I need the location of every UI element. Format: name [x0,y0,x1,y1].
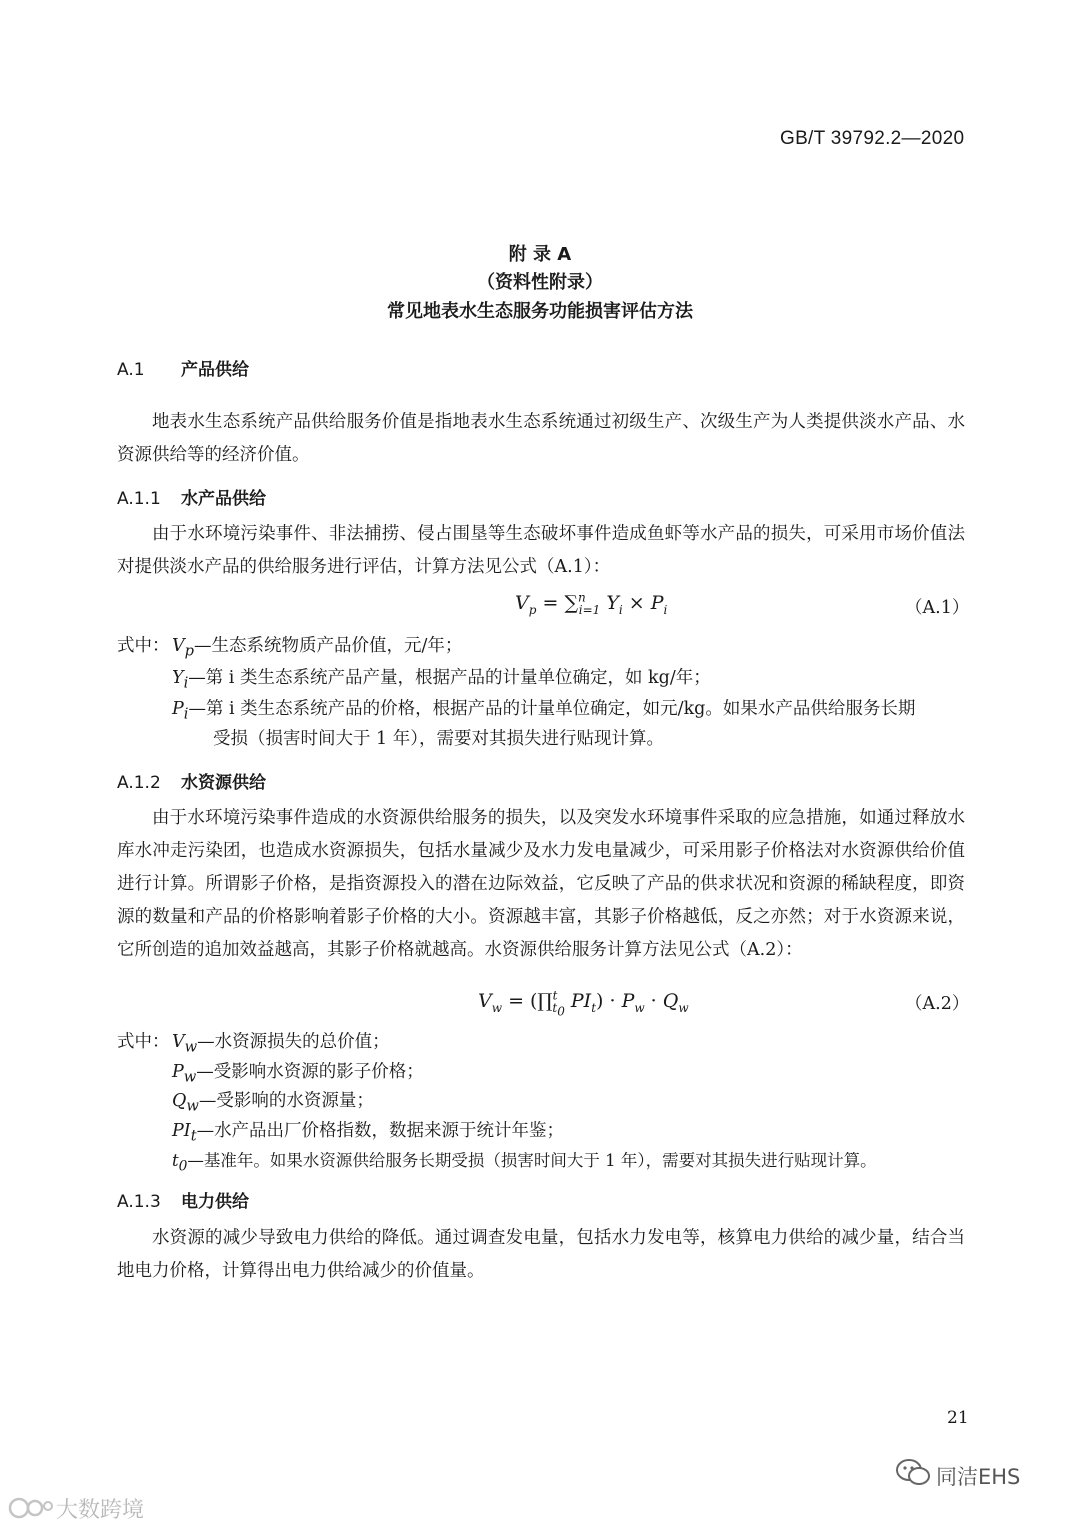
section-a11-heading [117,484,266,509]
section-a13-heading [117,1187,249,1212]
section-title: 水产品供给 [181,489,266,509]
section-a12-heading [117,768,266,793]
appendix-type: （资料性附录） [477,272,603,293]
section-number: A.1.2 [117,773,161,793]
section-a1-paragraph: 地表水生态系统产品供给服务价值是指地表水生态系统通过初级生产、次级生产为人类提供淡水产品、水资源供给等的经济价值。 [117,412,965,465]
weibo-icon [8,1494,54,1524]
var-def: $V_w—$水资源损失的总价值； [172,1032,390,1056]
var-def: $Q_w—$受影响的水资源量； [172,1091,374,1115]
section-a1-heading [117,355,249,380]
var-def: $V_p—$生态系统物质产品价值，元/年； [172,636,463,660]
section-number: A.1.3 [117,1192,161,1212]
section-title: 电力供给 [181,1192,249,1212]
section-a13-paragraph: 水资源的减少导致电力供给的降低。通过调查发电量，包括水力发电等，核算电力供给的减少量，结合当地电力价格，计算得出电力供给减少的价值量。 [117,1228,965,1281]
appendix-name: 常见地表水生态服务功能损害评估方法 [387,301,693,322]
var-def: $t_0—$基准年。如果水资源供给服务长期受损（损害时间大于 1 年），需要对其损失进行贴现计算。 [172,1151,877,1175]
page-number: 21 [947,1408,969,1428]
var-def: $Y_i—$第 i 类生态系统产品产量，根据产品的计量单位确定，如 kg/年； [172,668,711,692]
formula-a2: $V_w$ = (∏$^t_{t_0}$ $PI_t) \cdot P_w \cdot Q_w$ [478,988,689,1019]
var-def-continuation: 受损（损害时间大于 1 年），需要对其损失进行贴现计算。 [213,729,665,749]
formula-a1: $V_p = \sum^n_{i=1}$ $Y_i \times P_i$ [515,590,668,617]
var-def: $P_w—$受影响水资源的影子价格； [172,1062,424,1086]
var-def: $PI_t—$水产品出厂价格指数，数据来源于统计年鉴； [172,1121,565,1145]
section-title: 水资源供给 [181,773,266,793]
equation-number-a2: （A.2） [905,994,970,1014]
section-number: A.1.1 [117,489,161,509]
watermark-left: 大数跨境 [56,1498,145,1523]
standard-number: GB/T 39792.2—2020 [780,128,965,149]
var-def: $P_i—$第 i 类生态系统产品的价格，根据产品的计量单位确定，如元/kg。如果水产品供给服务长期 [172,699,916,723]
equation-number-a1: （A.1） [905,598,970,618]
section-a12-paragraph: 由于水环境污染事件造成的水资源供给服务的损失，以及突发水环境事件采取的应急措施，如通过释放水库水冲走污染团，也造成水资源损失，包括水量减少及水力发电量减少，可采用影子价格法对水资源供给价值进行计算。所谓影子价格，是指资源投入的潜在边际效益，它反映了产品的供求状况和资源的稀缺程度，即资源的数量和产品的价格影响着影子价格的大小。资源越丰富，其影子价格越低，反之亦然；对于水资源来说，它所创造的追加效益越高，其影子价格就越高。水资源供给服务计算方法见公式（A.2）： [117,808,965,960]
appendix-title: 附 录 A [508,244,572,265]
where-label: 式中： [117,1032,170,1052]
where-label: 式中： [117,636,170,656]
wechat-icon [895,1458,931,1492]
section-number: A.1 [117,360,145,380]
section-title: 产品供给 [181,360,249,380]
watermark-brand: 同洁EHS [936,1465,1021,1489]
section-a11-paragraph: 由于水环境污染事件、非法捕捞、侵占围垦等生态破坏事件造成鱼虾等水产品的损失，可采用市场价值法对提供淡水产品的供给服务进行评估，计算方法见公式（A.1）： [117,524,965,577]
